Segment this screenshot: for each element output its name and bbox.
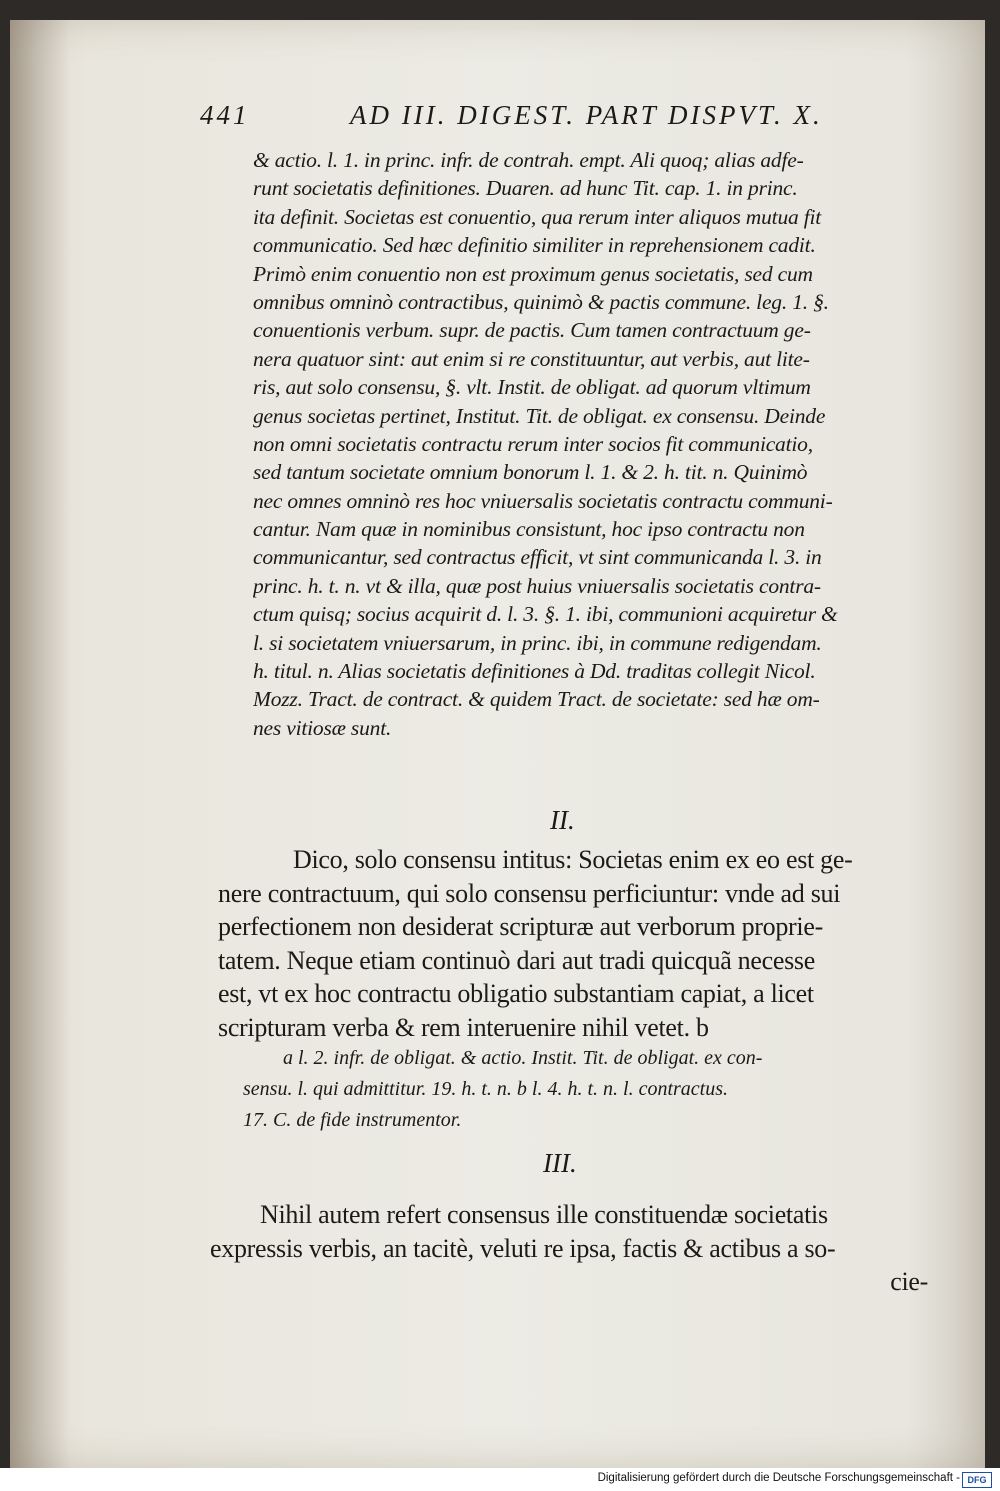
- section-3-text: [210, 1198, 940, 1299]
- text-line: nere contractuum, qui solo consensu perficiuntur: vnde ad sui: [218, 878, 841, 908]
- text-line: nec omnes omninò res hoc vniuersalis societatis contractu communi-: [253, 488, 833, 513]
- note-line: sensu. l. qui admittitur. 19. h. t. n. b l. 4. h. t. n. l. contractus.: [243, 1078, 729, 1100]
- commentary-block: [253, 146, 918, 742]
- text-line: nera quatuor sint: aut enim si re constituuntur, aut verbis, aut lite-: [253, 346, 810, 371]
- dfg-logo-icon: DFG: [962, 1472, 992, 1488]
- text-line: scripturam verba & rem interuenire nihil vetet. b: [218, 1012, 709, 1042]
- text-line: tatem. Neque etiam continuò dari aut tradi quicquã necesse: [218, 945, 815, 975]
- section-number-2: II.: [550, 805, 575, 835]
- section-2-text: [218, 843, 938, 1044]
- note-line: 17. C. de fide instrumentor.: [243, 1109, 462, 1131]
- text-line: non omni societatis contractu rerum inter socios fit communicatio,: [253, 431, 813, 456]
- page-number: 441: [200, 100, 250, 130]
- text-line: communicantur, sed contractus efficit, vt sint communicanda l. 3. in: [253, 545, 822, 570]
- footer-bar: [0, 1470, 1000, 1491]
- text-line: ctum quisq; socius acquirit d. l. 3. §. 1. ibi, communioni acquiretur &: [253, 602, 838, 627]
- catchword: cie-: [890, 1267, 928, 1296]
- text-line: ris, aut solo consensu, §. vlt. Instit. de obligat. ad quorum vltimum: [253, 375, 811, 400]
- text-line: communicatio. Sed hæc definitio similiter in reprehensionem cadit.: [253, 233, 816, 258]
- text-line: expressis verbis, an tacitè, veluti re ipsa, factis & actibus a so-: [210, 1233, 836, 1263]
- text-line: Dico, solo consensu intitus: Societas enim ex eo est ge-: [293, 845, 853, 874]
- text-line: l. si societatem vniuersarum, in princ. ibi, in commune redigendam.: [253, 630, 822, 655]
- text-line: h. titul. n. Alias societatis definitiones à Dd. traditas collegit Nicol.: [253, 659, 816, 684]
- running-title: AD III. DIGEST. PART DISPVT. X.: [350, 100, 823, 130]
- text-line: cantur. Nam quæ in nominibus consistunt, hoc ipso contractu non: [253, 517, 805, 542]
- running-head: [200, 100, 840, 140]
- text-line: genus societas pertinet, Institut. Tit. de obligat. ex consensu. Deinde: [253, 403, 826, 428]
- marginal-notes: [243, 1043, 923, 1136]
- text-line: perfectionem non desiderat scripturæ aut verborum proprie-: [218, 912, 823, 941]
- section-number-3: III.: [543, 1148, 577, 1178]
- funding-credit: Digitalisierung gefördert durch die Deutsche Forschungsgemeinschaft -: [597, 1472, 960, 1484]
- text-line: omnibus omninò contractibus, quinimò & pactis commune. leg. 1. §.: [253, 289, 829, 314]
- text-line: princ. h. t. n. vt & illa, quæ post huius vniuersalis societatis contra-: [253, 573, 821, 598]
- text-line: Nihil autem refert consensus ille constituendæ societatis: [260, 1200, 828, 1229]
- text-line: conuentionis verbum. supr. de pactis. Cum tamen contractuum ge-: [253, 318, 811, 343]
- text-line: est, vt ex hoc contractu obligatio substantiam capiat, a licet: [218, 979, 814, 1008]
- text-line: nes vitiosæ sunt.: [253, 715, 392, 740]
- text-line: sed tantum societate omnium bonorum l. 1. & 2. h. tit. n. Quinimò: [253, 460, 808, 485]
- text-line: runt societatis definitiones. Duaren. ad hunc Tit. cap. 1. in princ.: [253, 176, 798, 201]
- text-line: & actio. l. 1. in princ. infr. de contrah. empt. Ali quoq; alias adfe-: [253, 148, 804, 172]
- note-line: a l. 2. infr. de obligat. & actio. Instit. Tit. de obligat. ex con-: [283, 1047, 763, 1069]
- text-line: Primò enim conuentio non est proximum genus societatis, sed cum: [253, 261, 813, 286]
- text-line: ita definit. Societas est conuentio, qua rerum inter aliquos mutua fit: [253, 204, 822, 229]
- binding-shadow: [10, 20, 70, 1468]
- text-line: Mozz. Tract. de contract. & quidem Tract. de societate: sed hæ om-: [253, 687, 820, 712]
